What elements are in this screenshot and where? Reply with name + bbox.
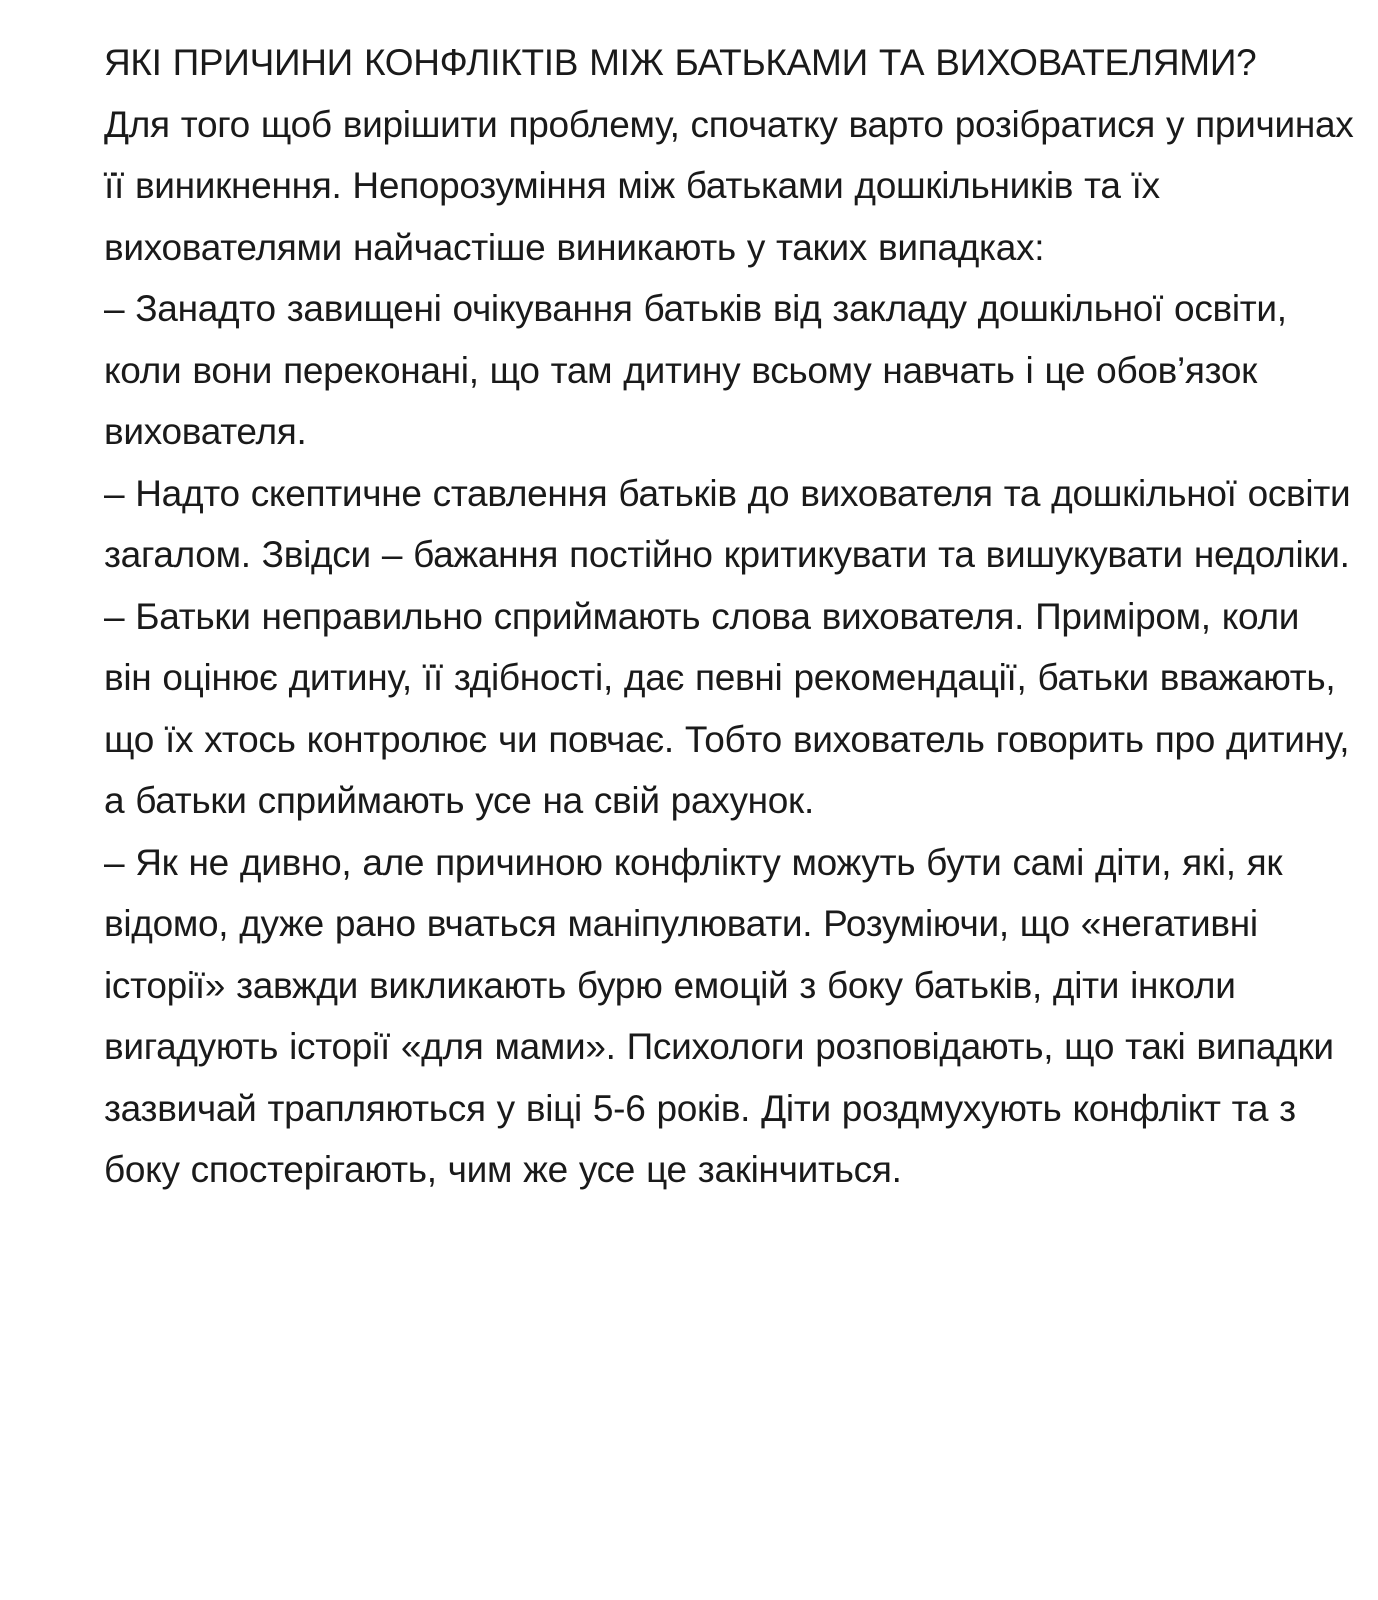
list-item: – Батьки неправильно сприймають слова вихователя. Приміром, коли він оцінює дитину, її здібності, дає певні рекомендації, батьки вважають, що їх хтось контролює чи повчає. Тобто вихователь говорить про дитину, а батьки сприймають усе на свій рахунок. bbox=[104, 595, 1350, 821]
document-body bbox=[104, 32, 1354, 1201]
list-item: – Надто скептичне ставлення батьків до вихователя та дошкільної освіти загалом. Звідси – бажання постійно критикувати та вишукувати недоліки. bbox=[104, 472, 1351, 575]
list-item: – Занадто завищені очікування батьків від закладу дошкільної освіти, коли вони переконані, що там дитину всьому навчать і це обов’язок вихователя. bbox=[104, 288, 1287, 452]
list-item: – Як не дивно, але причиною конфлікту можуть бути самі діти, які, як відомо, дуже рано вчаться маніпулювати. Розуміючи, що «негативні історії» завжди викликають бурю емоцій з боку батьків, діти інколи вигадують історії «для мами». Психологи розповідають, що такі випадки зазвичай трапляються у віці 5-6 років. Діти роздмухують конфлікт та з боку спостерігають, чим же усе це закінчиться. bbox=[104, 841, 1334, 1190]
intro-paragraph: Для того щоб вирішити проблему, спочатку варто розібратися у причинах її виникнення. Непорозуміння між батьками дошкільників та їх вихователями найчастіше виникають у таких випадках: bbox=[104, 103, 1354, 268]
document-title: ЯКІ ПРИЧИНИ КОНФЛІКТІВ МІЖ БАТЬКАМИ ТА ВИХОВАТЕЛЯМИ? bbox=[104, 42, 1257, 83]
